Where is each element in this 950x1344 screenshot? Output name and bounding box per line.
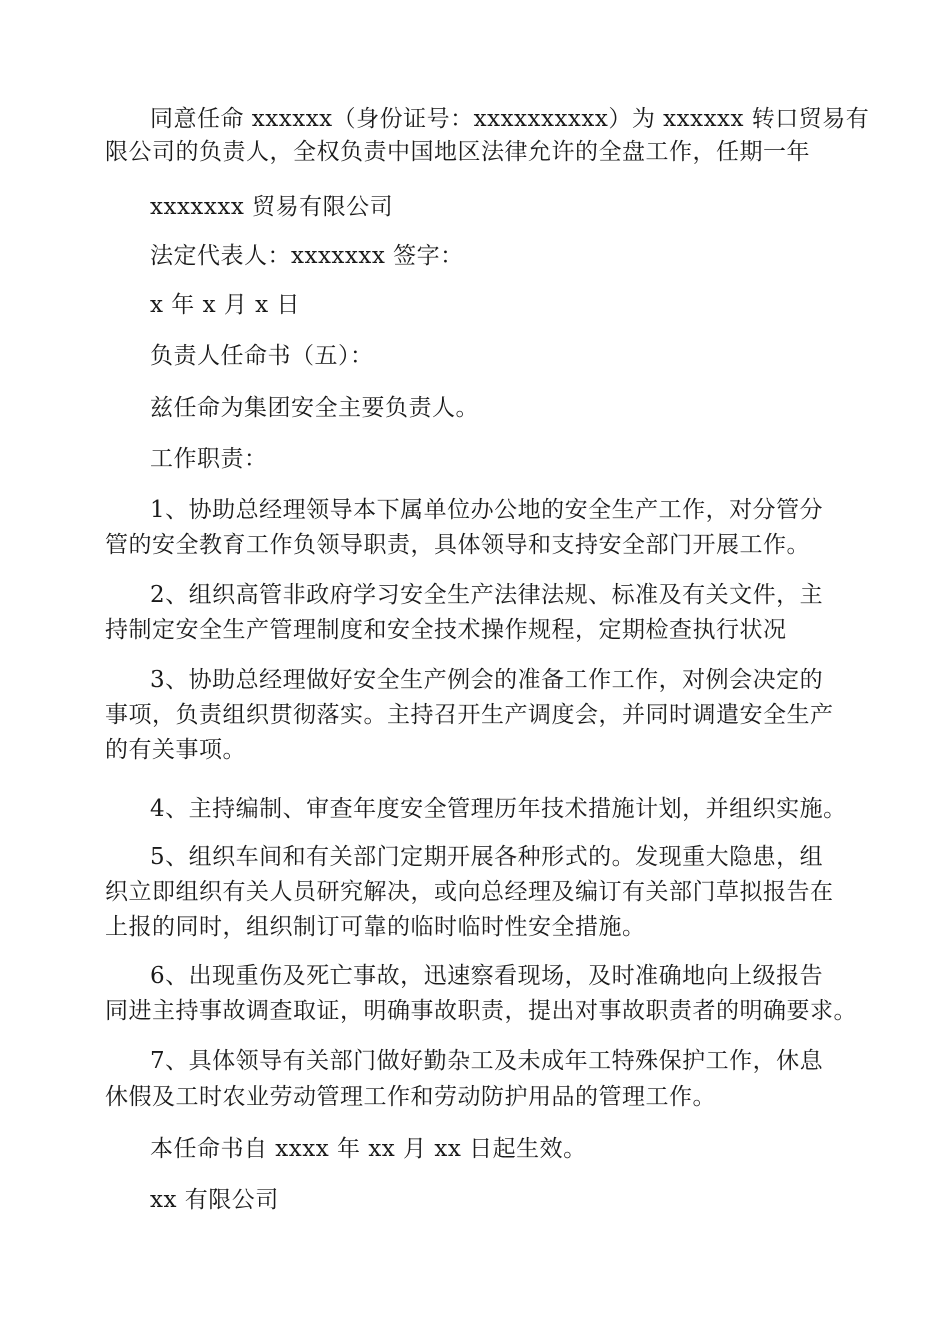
duties-heading: 工作职责： [150, 446, 268, 472]
duty-5-line-3: 上报的同时，组织制订可靠的临时临时性安全措施。 [105, 914, 646, 940]
legal-representative-line: 法定代表人：xxxxxxx 签字： [150, 243, 464, 269]
duty-5-line-1: 5、组织车间和有关部门定期开展各种形式的。发现重大隐患，组 [150, 844, 824, 870]
duty-7-line-2: 休假及工时农业劳动管理工作和劳动防护用品的管理工作。 [105, 1084, 716, 1110]
paragraph-1-line-2: 限公司的负责人，全权负责中国地区法律允许的全盘工作，任期一年 [105, 139, 810, 165]
duty-3-line-3: 的有关事项。 [105, 737, 246, 763]
duty-5-line-2: 织立即组织有关人员研究解决，或向总经理及编订有关部门草拟报告在 [105, 879, 834, 905]
company-line: xxxxxxx 贸易有限公司 [150, 194, 394, 220]
duty-1-line-2: 管的安全教育工作负领导职责，具体领导和支持安全部门开展工作。 [105, 532, 810, 558]
duty-4-line-1: 4、主持编制、审查年度安全管理历年技术措施计划，并组织实施。 [150, 796, 847, 822]
duty-6-line-1: 6、出现重伤及死亡事故，迅速察看现场，及时准确地向上级报告 [150, 963, 824, 989]
date-line: x 年 x 月 x 日 [150, 292, 300, 318]
closing-company: xx 有限公司 [150, 1187, 279, 1213]
duty-3-line-1: 3、协助总经理做好安全生产例会的准备工作工作，对例会决定的 [150, 667, 824, 693]
duty-2-line-2: 持制定安全生产管理制度和安全技术操作规程，定期检查执行状况 [105, 617, 787, 643]
effective-date-line: 本任命书自 xxxx 年 xx 月 xx 日起生效。 [150, 1136, 587, 1162]
duty-1-line-1: 1、协助总经理领导本下属单位办公地的安全生产工作，对分管分 [150, 497, 824, 523]
duty-2-line-1: 2、组织高管非政府学习安全生产法律法规、标准及有关文件，主 [150, 582, 824, 608]
duty-3-line-2: 事项，负责组织贯彻落实。主持召开生产调度会，并同时调遣安全生产 [105, 702, 834, 728]
appointment-statement: 兹任命为集团安全主要负责人。 [150, 395, 479, 421]
section-title: 负责人任命书（五）： [150, 343, 374, 369]
duty-6-line-2: 同进主持事故调查取证，明确事故职责，提出对事故职责者的明确要求。 [105, 998, 857, 1024]
paragraph-1-line-1: 同意任命 xxxxxx（身份证号：xxxxxxxxxx）为 xxxxxx 转口贸易有 [150, 106, 870, 132]
duty-7-line-1: 7、具体领导有关部门做好勤杂工及未成年工特殊保护工作，休息 [150, 1048, 824, 1074]
